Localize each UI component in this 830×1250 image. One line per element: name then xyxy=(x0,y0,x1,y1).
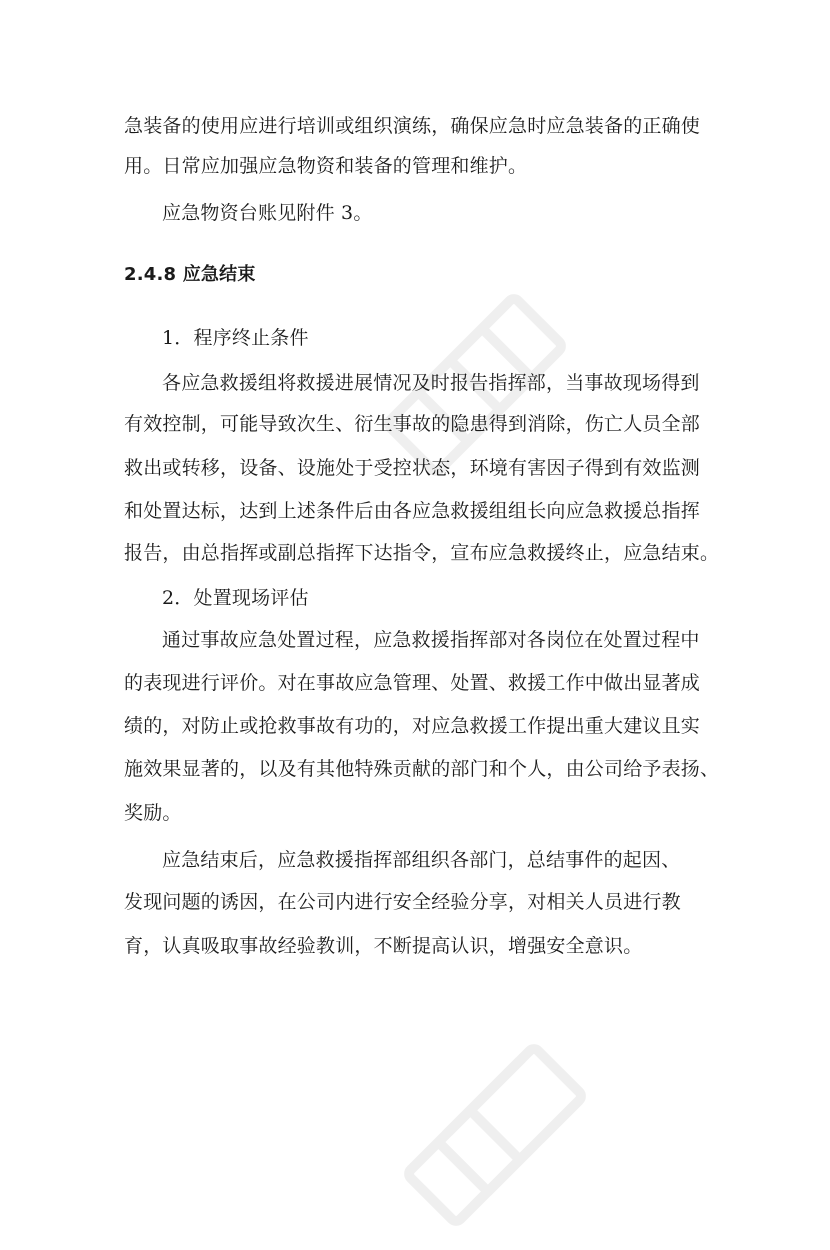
item-title: 1．程序终止条件 xyxy=(162,327,309,349)
watermark-icon xyxy=(380,1020,610,1250)
paragraph-line: 绩的，对防止或抢救事故有功的，对应急救援工作提出重大建议且实 xyxy=(124,715,701,737)
paragraph-line: 应急结束后，应急救援指挥部组织各部门，总结事件的起因、 xyxy=(162,849,681,871)
paragraph-line: 通过事故应急处置过程，应急救援指挥部对各岗位在处置过程中 xyxy=(162,629,700,651)
paragraph-line: 奖励。 xyxy=(124,802,182,824)
paragraph-line: 发现问题的诱因，在公司内进行安全经验分享，对相关人员进行教 xyxy=(124,891,681,913)
paragraph-line: 救出或转移，设备、设施处于受控状态，环境有害因子得到有效监测 xyxy=(124,457,701,479)
paragraph-line: 用。日常应加强应急物资和装备的管理和维护。 xyxy=(124,155,528,177)
paragraph-line: 各应急救援组将救援进展情况及时报告指挥部，当事故现场得到 xyxy=(162,372,700,394)
paragraph-line: 施效果显著的，以及有其他特殊贡献的部门和个人，由公司给予表扬、 xyxy=(124,758,720,780)
paragraph-line: 育，认真吸取事故经验教训，不断提高认识，增强安全意识。 xyxy=(124,935,643,957)
paragraph-line: 和处置达标，达到上述条件后由各应急救援组组长向应急救援总指挥 xyxy=(124,500,701,522)
paragraph-line: 报告，由总指挥或副总指挥下达指令，宣布应急救援终止，应急结束。 xyxy=(124,542,720,564)
paragraph-line: 急装备的使用应进行培训或组织演练，确保应急时应急装备的正确使 xyxy=(124,115,701,137)
ledger-note: 应急物资台账见附件 3。 xyxy=(162,202,373,224)
paragraph-line: 的表现进行评价。对在事故应急管理、处置、救援工作中做出显著成 xyxy=(124,672,701,694)
item-title: 2．处置现场评估 xyxy=(162,587,309,609)
paragraph-line: 有效控制，可能导致次生、衍生事故的隐患得到消除，伤亡人员全部 xyxy=(124,413,701,435)
section-heading: 2.4.8 应急结束 xyxy=(124,264,256,285)
